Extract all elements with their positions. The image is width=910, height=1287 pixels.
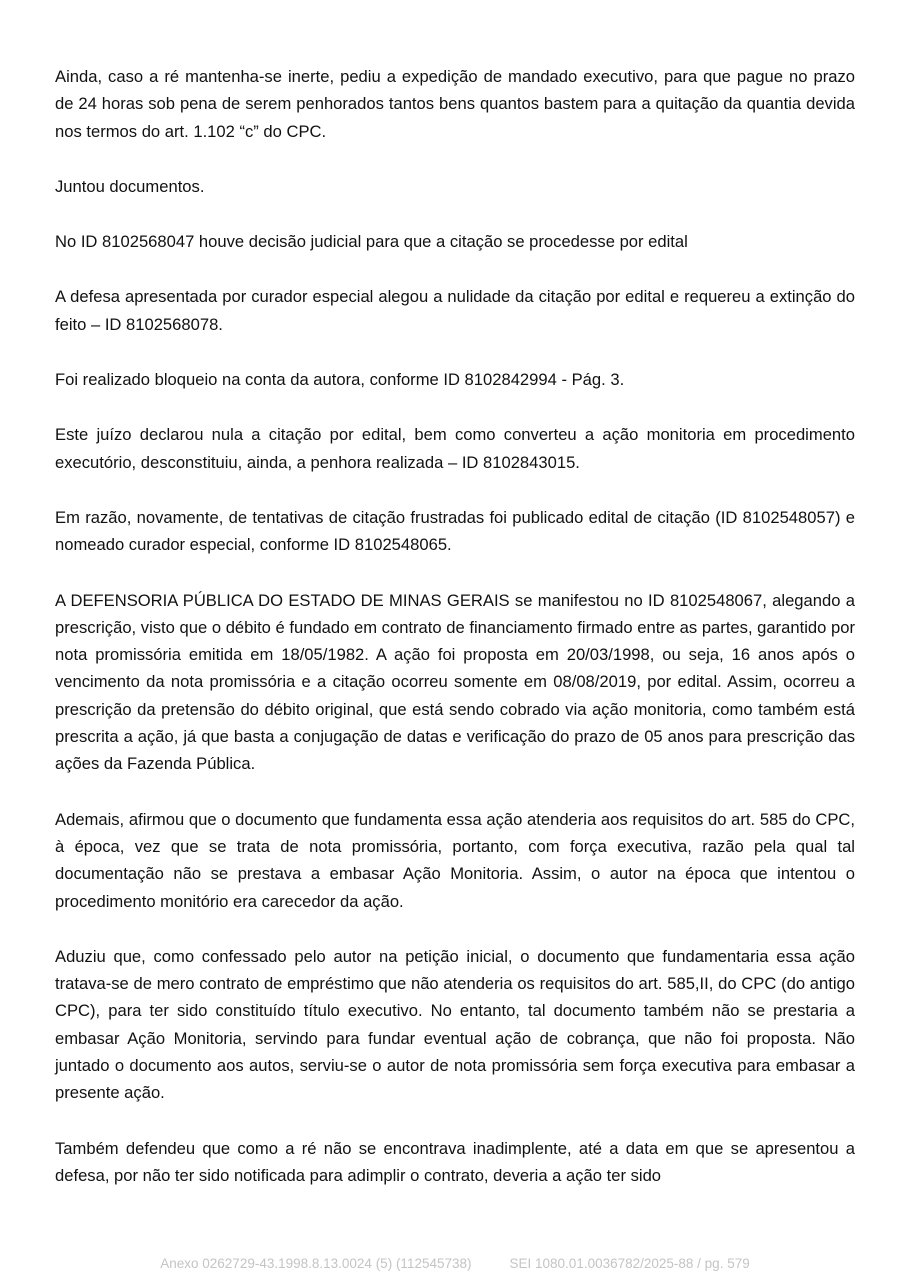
paragraph-7: Em razão, novamente, de tentativas de citação frustradas foi publicado edital de citação (ID 8102548057) e nomeado curador especial, conforme ID 8102548065. xyxy=(55,507,855,555)
paragraph-3: No ID 8102568047 houve decisão judicial para que a citação se procedesse por edital xyxy=(55,232,688,252)
paragraph-11: Também defendeu que como a ré não se encontrava inadimplente, até a data em que se apresentou a defesa, por não ter sido notificada para adimplir o contrato, deveria a ação ter sido xyxy=(55,1138,855,1185)
paragraph-8: A DEFENSORIA PÚBLICA DO ESTADO DE MINAS GERAIS se manifestou no ID 8102548067, alegando a prescrição, visto que o débito é fundado em contrato de financiamento firmado entre as partes, garantido por nota promissória emitida em 18/05/1982. A ação foi proposta em 20/03/1998, ou seja, 16 anos após o vencimento da nota promissória e a citação ocorreu somente em 08/08/2019, por edital. Assim, ocorreu a prescrição da pretensão do débito original, que está sendo cobrado via ação monitoria, como também está prescrita a ação, já que basta a conjugação de datas e verificação do prazo de 05 anos para prescrição das ações da Fazenda Pública. xyxy=(55,590,855,774)
paragraph-4: A defesa apresentada por curador especial alegou a nulidade da citação por edital e requereu a extinção do feito – ID 8102568078. xyxy=(55,287,855,334)
footer-sei-page-number: SEI 1080.01.0036782/2025-88 / pg. 579 xyxy=(509,1256,750,1271)
paragraph-1: Ainda, caso a ré mantenha-se inerte, pediu a expedição de mandado executivo, para que pague no prazo de 24 horas sob pena de serem penhorados tantos bens quantos bastem para a quitação da quantia devida nos termos do art. 1.102 “c” do CPC. xyxy=(55,67,855,141)
paragraph-6: Este juízo declarou nula a citação por edital, bem como converteu a ação monitoria em procedimento executório, desconstituiu, ainda, a penhora realizada – ID 8102843015. xyxy=(55,425,855,472)
paragraph-10: Aduziu que, como confessado pelo autor na petição inicial, o documento que fundamentaria essa ação tratava-se de mero contrato de empréstimo que não atenderia os requisitos do art. 585,II, do CPC (do antigo CPC), para ter sido constituído título executivo. No entanto, tal documento também não se prestaria a embasar Ação Monitoria, servindo para fundar eventual ação de cobrança, que não foi proposta. Não juntado o documento aos autos, serviu-se o autor de nota promissória sem força executiva para embasar a presente ação. xyxy=(55,946,855,1103)
footer-annex-reference: Anexo 0262729-43.1998.8.13.0024 (5) (112545738) xyxy=(160,1256,472,1271)
page-footer xyxy=(0,1256,910,1271)
paragraph-5: Foi realizado bloqueio na conta da autora, conforme ID 8102842994 - Pág. 3. xyxy=(55,370,625,390)
paragraph-2: Juntou documentos. xyxy=(55,176,205,196)
document-body xyxy=(55,63,855,1217)
paragraph-9: Ademais, afirmou que o documento que fundamenta essa ação atenderia aos requisitos do art. 585 do CPC, à época, vez que se trata de nota promissória, portanto, com força executiva, razão pela qual tal documentação não se prestava a embasar Ação Monitoria. Assim, o autor na época que intentou o procedimento monitório era carecedor da ação. xyxy=(55,809,855,911)
